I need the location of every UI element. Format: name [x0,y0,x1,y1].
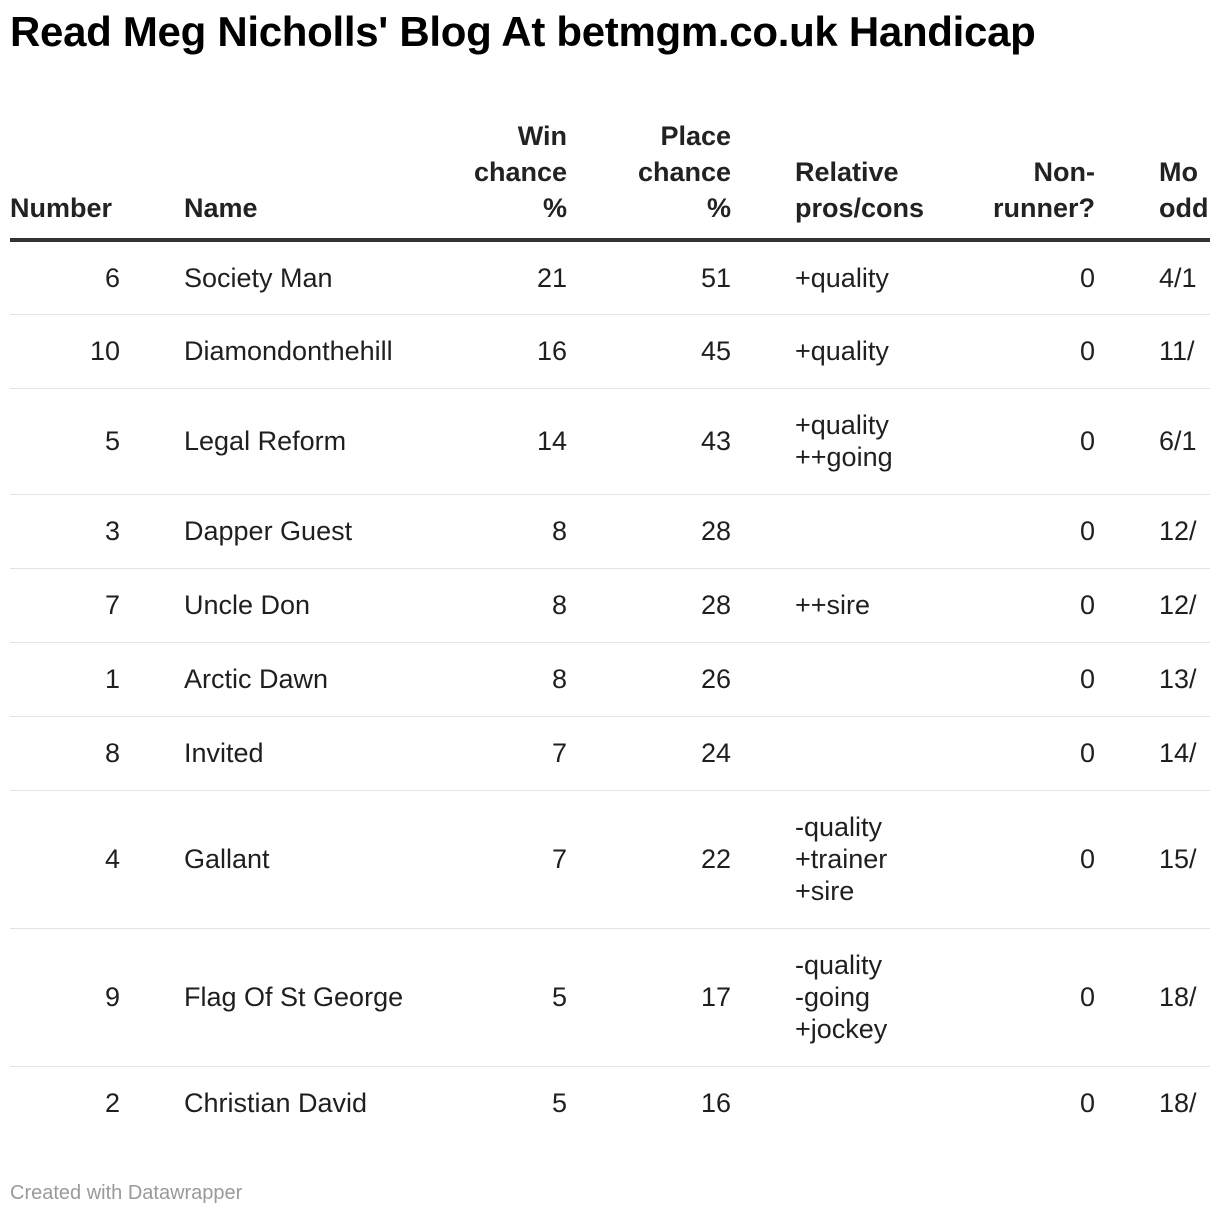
cell-odds: 15/ [1095,790,1210,928]
column-header-odds[interactable]: Mo odd [1095,112,1210,240]
table-row [10,494,1210,568]
cell-odds: 14/ [1095,716,1210,790]
cell-number: 10 [10,314,120,388]
cell-win-chance: 7 [420,716,567,790]
table-row [10,928,1210,1066]
cell-win-chance: 21 [420,240,567,314]
cell-place-chance: 28 [567,568,731,642]
cell-non-runner: 0 [911,314,1095,388]
cell-non-runner: 0 [1079,1088,1095,1119]
cell-odds: 13/ [1095,642,1210,716]
cell-number: 9 [10,928,120,1066]
table-row [10,716,1210,790]
cell-number: 8 [10,716,120,790]
cell-number: 1 [10,642,120,716]
column-header-place-chance[interactable]: Place chance % [567,112,731,240]
cell-win-chance: 8 [420,642,567,716]
cell-pros-cons: +quality [731,314,911,388]
cell-place-chance: 45 [567,314,731,388]
column-header-pros-cons[interactable]: Relative pros/cons [731,112,911,240]
cell-name: Flag Of St George [120,928,420,1066]
cell-place-chance: 26 [567,642,731,716]
table-row [10,388,1210,494]
cell-place-chance: 22 [567,790,731,928]
credit-footer[interactable]: Created with Datawrapper [10,1182,243,1204]
cell-name: Uncle Don [120,568,420,642]
cell-place-chance: 51 [567,240,731,314]
cell-place-chance: 43 [567,388,731,494]
cell-pros-cons [731,716,911,790]
cell-place-chance: 17 [567,928,731,1066]
cell-odds: 18/ [1159,1088,1197,1119]
cell-win-chance: 8 [420,494,567,568]
table-container [10,112,1210,1140]
cell-non-runner: 0 [911,240,1095,314]
column-header-name[interactable]: Name [120,112,420,240]
cell-pros-cons: +quality [731,240,911,314]
cell-non-runner: 0 [911,928,1095,1066]
table-row [10,1066,1210,1140]
cell-non-runner: 0 [911,642,1095,716]
cell-pros-cons: +quality ++going [731,388,911,494]
column-header-number[interactable]: Number [10,112,120,240]
cell-win-chance: 14 [420,388,567,494]
runners-table [10,112,1210,1140]
cell-odds: 12/ [1095,494,1210,568]
cell-win-chance: 8 [420,568,567,642]
cell-number: 5 [10,388,120,494]
table-row [10,568,1210,642]
cell-non-runner: 0 [911,568,1095,642]
cell-number: 6 [10,240,120,314]
cell-name: Arctic Dawn [120,642,420,716]
cell-win-chance: 5 [551,1088,567,1119]
cell-pros-cons [731,642,911,716]
chart-title: Read Meg Nicholls' Blog At betmgm.co.uk Handicap [10,8,1036,55]
cell-name: Christian David [184,1088,368,1119]
cell-odds: 18/ [1095,928,1210,1066]
cell-non-runner: 0 [911,494,1095,568]
cell-name: Gallant [120,790,420,928]
cell-win-chance: 16 [420,314,567,388]
cell-odds: 4/1 [1095,240,1210,314]
cell-name: Society Man [120,240,420,314]
cell-number: 7 [10,568,120,642]
cell-pros-cons [731,1066,911,1140]
cell-pros-cons: -quality -going +jockey [731,928,911,1066]
table-row [10,314,1210,388]
cell-odds: 6/1 [1095,388,1210,494]
table-row [10,642,1210,716]
header-row [10,112,1210,240]
cell-non-runner: 0 [911,388,1095,494]
column-header-win-chance[interactable]: Win chance % [420,112,567,240]
cell-odds: 11/ [1095,314,1210,388]
cell-number: 4 [10,790,120,928]
table-row [10,790,1210,928]
cell-win-chance: 5 [420,928,567,1066]
cell-place-chance: 16 [700,1088,731,1119]
cell-name: Invited [120,716,420,790]
cell-place-chance: 28 [567,494,731,568]
cell-pros-cons: -quality +trainer +sire [731,790,911,928]
cell-name: Legal Reform [120,388,420,494]
cell-number: 2 [104,1088,120,1119]
cell-odds: 12/ [1095,568,1210,642]
column-header-non-runner[interactable]: Non- runner? [911,112,1095,240]
cell-number: 3 [10,494,120,568]
cell-pros-cons: ++sire [731,568,911,642]
cell-place-chance: 24 [567,716,731,790]
cell-non-runner: 0 [911,790,1095,928]
table-row [10,240,1210,314]
cell-name: Diamondonthehill [120,314,420,388]
cell-win-chance: 7 [420,790,567,928]
cell-non-runner: 0 [911,716,1095,790]
cell-name: Dapper Guest [120,494,420,568]
cell-pros-cons [731,494,911,568]
